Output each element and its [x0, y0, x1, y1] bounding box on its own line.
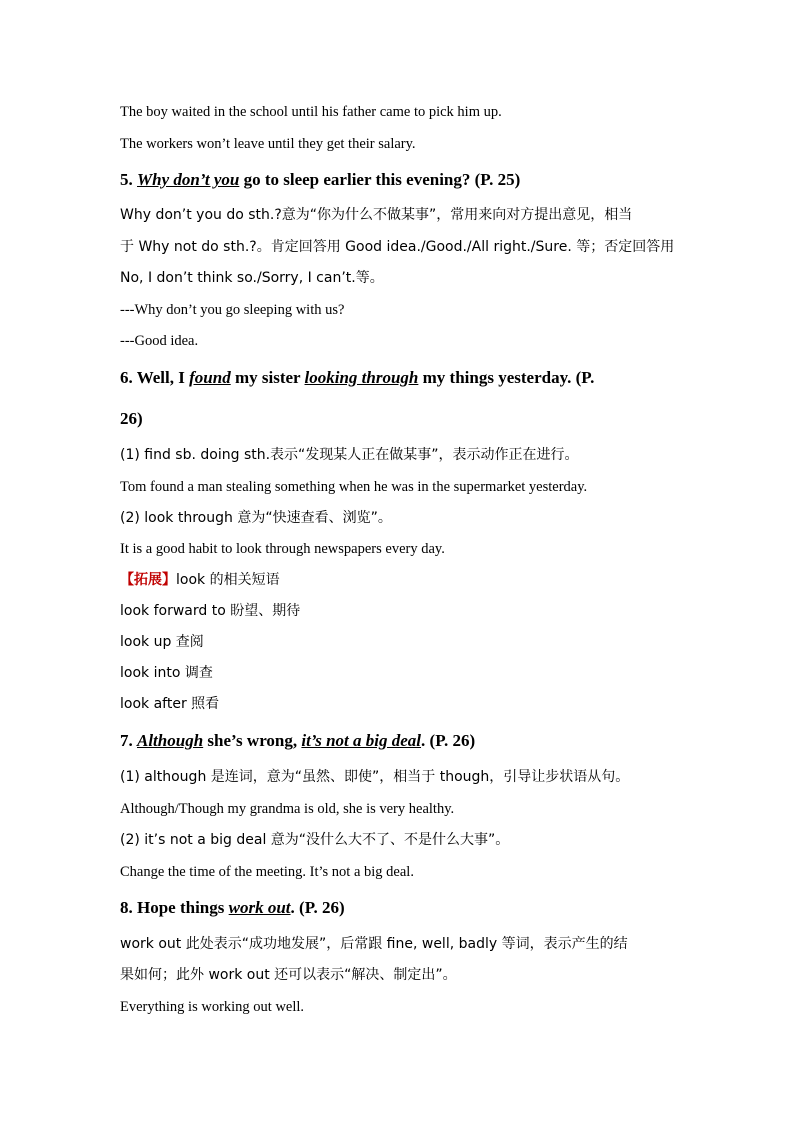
example-sentence: The boy waited in the school until his father came to pick him up.: [120, 104, 502, 120]
example-sentence: Everything is working out well.: [120, 999, 305, 1015]
explanation-line: (1) find sb. doing sth.表示“发现某人正在做某事”，表示动作正在进行。: [120, 447, 579, 463]
explanation-line: 于 Why not do sth.?。肯定回答用 Good idea./Good./All right./Sure. 等；否定回答用: [120, 239, 675, 255]
section-6-heading-cont: 26): [120, 409, 143, 428]
key-phrase: work out: [228, 898, 291, 917]
extension-line: 【拓展】look 的相关短语: [120, 572, 280, 588]
section-7-heading: 7. Although she’s wrong, it’s not a big deal. (P. 26): [120, 731, 476, 750]
dialogue-line: ---Good idea.: [120, 333, 199, 349]
section-5-heading: 5. Why don’t you go to sleep earlier this evening? (P. 25): [120, 170, 521, 189]
phrase-item: look after 照看: [120, 696, 220, 712]
key-phrase: looking through: [304, 368, 419, 387]
explanation-line: 果如何；此外 work out 还可以表示“解决、制定出”。: [120, 967, 457, 983]
dialogue-line: ---Why don’t you go sleeping with us?: [120, 302, 345, 318]
key-phrase: found: [189, 368, 231, 387]
example-sentence: Although/Though my grandma is old, she is very healthy.: [120, 801, 455, 817]
explanation-line: (1) although 是连词，意为“虽然、即使”，相当于 though，引导让步状语从句。: [120, 769, 630, 785]
phrase-item: look up 查阅: [120, 634, 204, 650]
key-phrase: Although: [137, 731, 204, 750]
section-6-heading: 6. Well, I found my sister looking through my things yesterday. (P.: [120, 368, 595, 387]
explanation-line: (2) look through 意为“快速查看、浏览”。: [120, 510, 392, 526]
phrase-item: look into 调查: [120, 665, 213, 681]
explanation-line: No, I don’t think so./Sorry, I can’t.等。: [120, 270, 384, 286]
example-sentence: It is a good habit to look through newspapers every day.: [120, 541, 445, 557]
example-sentence: Tom found a man stealing something when he was in the supermarket yesterday.: [120, 479, 588, 495]
explanation-line: work out 此处表示“成功地发展”，后常跟 fine, well, badly 等词，表示产生的结: [120, 936, 628, 952]
extension-tag: 【拓展】: [120, 572, 176, 588]
example-sentence: Change the time of the meeting. It’s not a big deal.: [120, 864, 414, 880]
explanation-line: (2) it’s not a big deal 意为“没什么大不了、不是什么大事”。: [120, 832, 510, 848]
explanation-line: Why don’t you do sth.?意为“你为什么不做某事”，常用来向对方提出意见，相当: [120, 207, 633, 223]
key-phrase: Why don’t you: [137, 170, 240, 189]
example-sentence: The workers won’t leave until they get their salary.: [120, 136, 416, 152]
key-phrase: it’s not a big deal: [301, 731, 422, 750]
section-8-heading: 8. Hope things work out. (P. 26): [120, 898, 345, 917]
phrase-item: look forward to 盼望、期待: [120, 603, 301, 619]
